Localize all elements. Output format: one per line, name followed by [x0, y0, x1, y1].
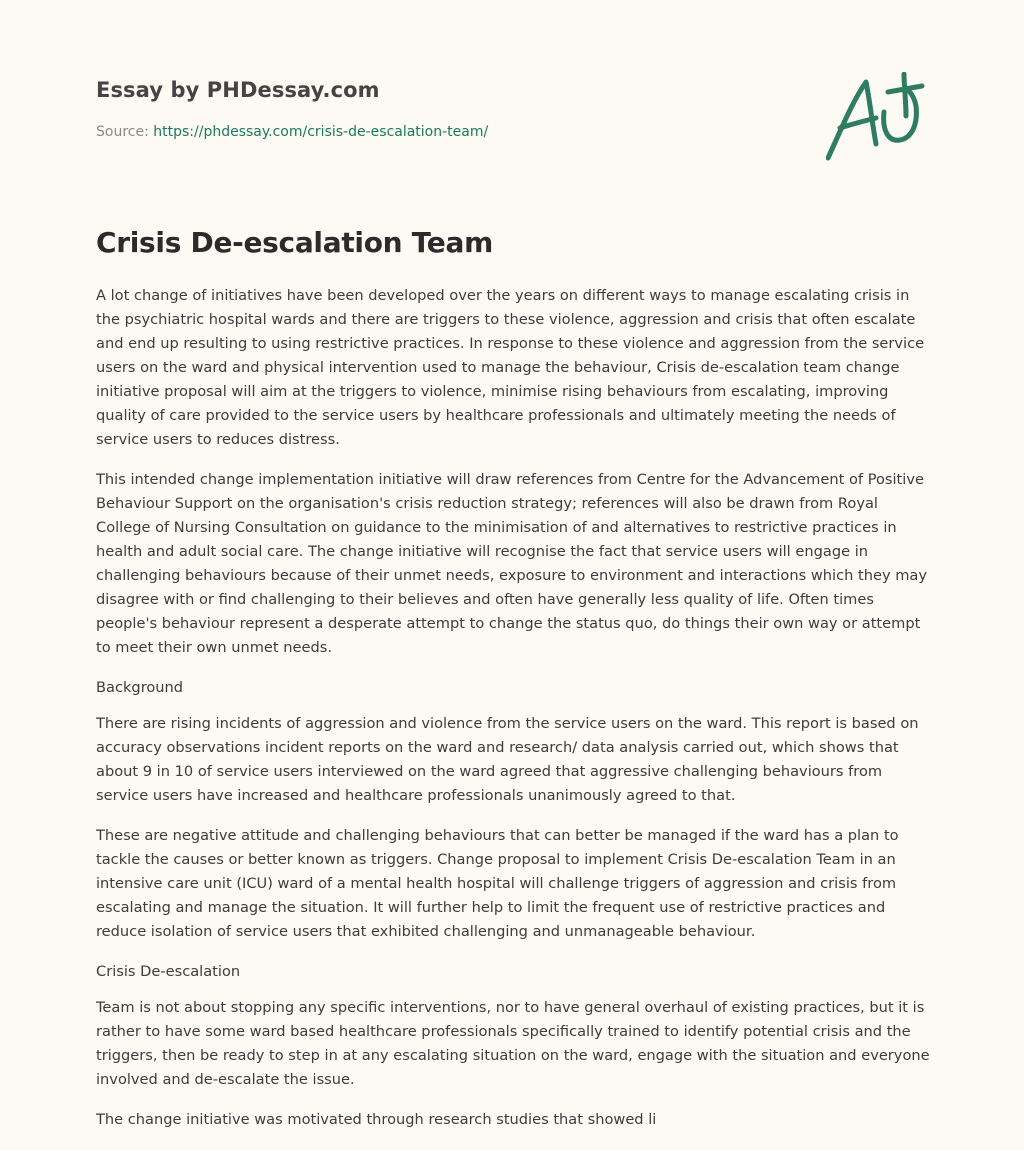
essay-paragraph: This intended change implementation initiative will draw references from Centre for the Advancement of Positive Behaviour Support on the organisation's crisis reduction strategy; references will also be drawn from Royal College of Nursing Consultation on guidance to the minimisation of and alternatives to restrictive practices in health and adult social care. The change initiative will recognise the fact that service users will engage in challenging behaviours because of their unmet needs, exposure to environment and interactions which they may disagree with or find challenging to their believes and often have generally less quality of life. Often times people's behaviour represent a desperate attempt to change the status quo, do things their own way or attempt to meet their own unmet needs.	[96, 471, 928, 656]
section-heading-background: Background	[96, 679, 184, 696]
site-brand: Essay by PHDessay.com	[96, 78, 380, 102]
a-plus-logo-icon	[826, 72, 926, 164]
essay-paragraph: There are rising incidents of aggression and violence from the service users on the ward. This report is based on accuracy observations incident reports on the ward and research/ data analysis carried out, which shows that about 9 in 10 of service users interviewed on the ward agreed that aggressive challenging behaviours from service users have increased and healthcare professionals unanimously agreed to that.	[96, 715, 919, 804]
essay-paragraph-truncated: The change initiative was motivated through research studies that showed li	[96, 1111, 657, 1128]
essay-paragraph: Team is not about stopping any specific interventions, nor to have general overhaul of existing practices, but it is rather to have some ward based healthcare professionals specifically trained to identify potential crisis and the triggers, then be ready to step in at any escalating situation on the ward, engage with the situation and everyone involved and de-escalate the issue.	[96, 999, 930, 1088]
essay-paragraph: A lot change of initiatives have been developed over the years on different ways to manage escalating crisis in the psychiatric hospital wards and there are triggers to these violence, aggression and crisis that often escalate and end up resulting to using restrictive practices. In response to these violence and aggression from the service users on the ward and physical intervention used to manage the behaviour, Crisis de-escalation team change initiative proposal will aim at the triggers to violence, minimise rising behaviours from escalating, improving quality of care provided to the service users by healthcare professionals and ultimately meeting the needs of service users to reduces distress.	[96, 287, 925, 448]
essay-paragraph: These are negative attitude and challenging behaviours that can better be managed if the ward has a plan to tackle the causes or better known as triggers. Change proposal to implement Crisis De-escalation Team in an intensive care unit (ICU) ward of a mental health hospital will challenge triggers of aggression and crisis from escalating and manage the situation. It will further help to limit the frequent use of restrictive practices and reduce isolation of service users that exhibited challenging and unmanageable behaviour.	[96, 827, 899, 940]
essay-title: Crisis De-escalation Team	[96, 226, 493, 259]
source-link[interactable]: https://phdessay.com/crisis-de-escalation-team/	[153, 124, 489, 140]
section-heading-crisis-de-escalation: Crisis De-escalation	[96, 963, 241, 980]
source-label: Source:	[96, 124, 149, 140]
source-line	[96, 124, 488, 140]
essay-body	[96, 284, 932, 1148]
essay-header	[96, 72, 928, 182]
